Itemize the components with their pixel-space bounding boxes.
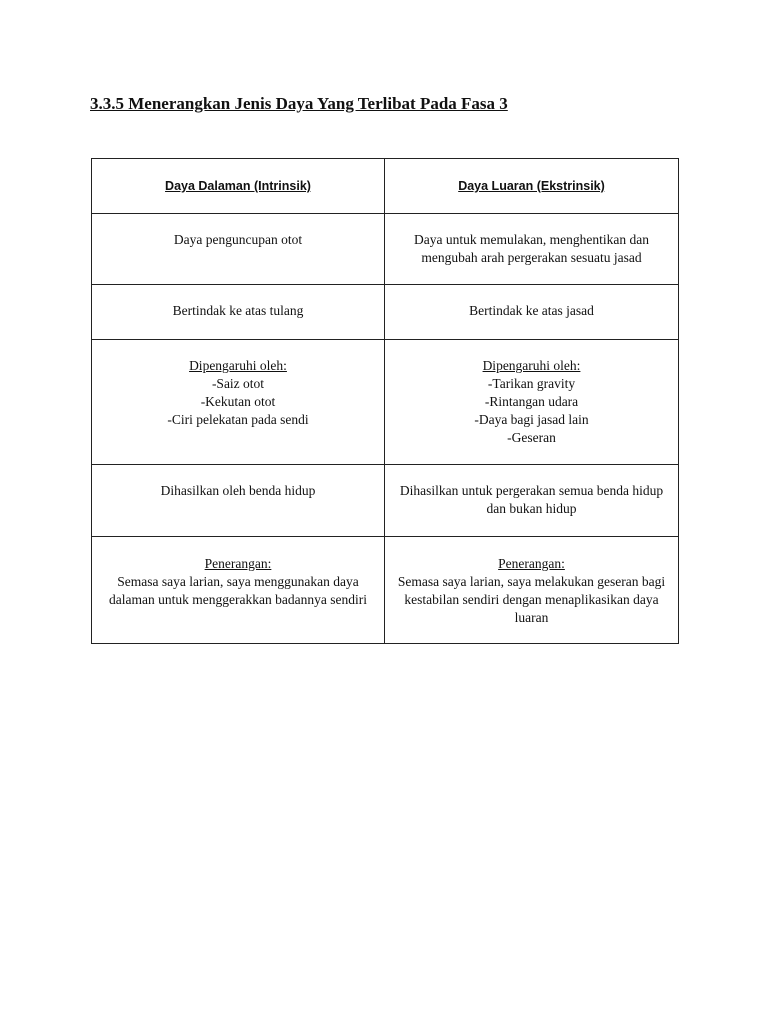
comparison-table bbox=[91, 158, 679, 644]
cell-intrinsic bbox=[92, 285, 385, 340]
list-item: -Geseran bbox=[507, 430, 556, 445]
table-row bbox=[92, 285, 679, 340]
list-item: -Ciri pelekatan pada sendi bbox=[167, 412, 309, 427]
cell-text: Bertindak ke atas jasad bbox=[469, 303, 594, 318]
cell-extrinsic bbox=[385, 285, 679, 340]
table-row bbox=[92, 340, 679, 465]
cell-extrinsic bbox=[385, 537, 679, 644]
cell-text: Daya untuk memulakan, menghentikan dan mengubah arah pergerakan sesuatu jasad bbox=[413, 232, 650, 265]
cell-intrinsic bbox=[92, 214, 385, 285]
table-row bbox=[92, 537, 679, 644]
table-header-row bbox=[92, 159, 679, 214]
header-extrinsic: Daya Luaran (Ekstrinsik) bbox=[385, 159, 679, 214]
explanation-heading: Penerangan: bbox=[498, 556, 565, 571]
cell-intrinsic bbox=[92, 340, 385, 465]
explanation-text: Semasa saya larian, saya menggunakan daya dalaman untuk menggerakkan badannya sendiri bbox=[109, 574, 367, 607]
list-item: -Kekutan otot bbox=[200, 394, 276, 409]
cell-intrinsic bbox=[92, 465, 385, 537]
cell-extrinsic bbox=[385, 214, 679, 285]
page-title: 3.3.5 Menerangkan Jenis Daya Yang Terlibat Pada Fasa 3 bbox=[90, 94, 508, 113]
cell-text: Daya penguncupan otot bbox=[173, 232, 303, 247]
list-item: -Tarikan gravity bbox=[487, 376, 576, 391]
explanation-heading: Penerangan: bbox=[204, 556, 272, 571]
influence-heading: Dipengaruhi oleh: bbox=[482, 358, 581, 373]
cell-extrinsic bbox=[385, 340, 679, 465]
list-item: -Daya bagi jasad lain bbox=[474, 412, 589, 427]
table-row bbox=[92, 465, 679, 537]
cell-text: Dihasilkan oleh benda hidup bbox=[160, 483, 316, 498]
cell-text: Dihasilkan untuk pergerakan semua benda hidup dan bukan hidup bbox=[399, 483, 664, 516]
cell-extrinsic bbox=[385, 465, 679, 537]
list-item: -Saiz otot bbox=[211, 376, 265, 391]
cell-text: Bertindak ke atas tulang bbox=[172, 303, 304, 318]
cell-intrinsic bbox=[92, 537, 385, 644]
table-row bbox=[92, 214, 679, 285]
list-item: -Rintangan udara bbox=[484, 394, 579, 409]
explanation-text: Semasa saya larian, saya melakukan geseran bagi kestabilan sendiri dengan menaplikasikan daya luaran bbox=[397, 574, 666, 625]
influence-heading: Dipengaruhi oleh: bbox=[189, 358, 287, 373]
header-intrinsic: Daya Dalaman (Intrinsik) bbox=[92, 159, 385, 214]
